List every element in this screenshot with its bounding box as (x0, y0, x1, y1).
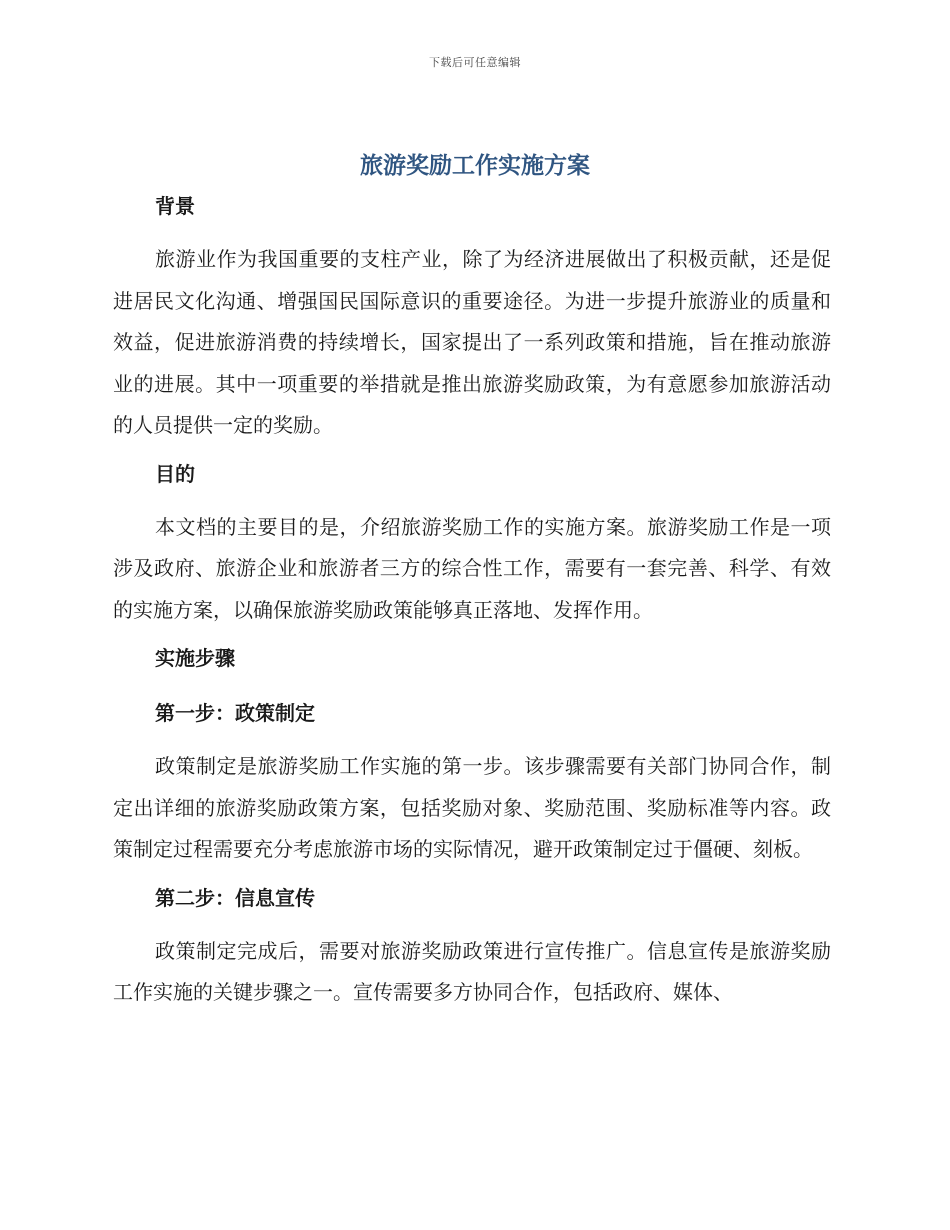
heading-background: 背景 (155, 194, 195, 218)
heading-step-one: 第一步：政策制定 (155, 701, 315, 725)
document-body (113, 192, 831, 1014)
heading-step-two: 第二步：信息宣传 (155, 885, 315, 910)
paragraph-purpose: 本文档的主要目的是，介绍旅游奖励工作的实施方案。旅游奖励工作是一项涉及政府、旅游企业和旅游者三方的综合性工作，需要有一套完善、科学、有效的实施方案，以确保旅游奖励政策能够真正落地、发挥作用。 (113, 514, 831, 622)
heading-steps: 实施步骤 (155, 646, 235, 670)
heading-purpose: 目的 (155, 461, 195, 486)
paragraph-background: 旅游业作为我国重要的支柱产业，除了为经济进展做出了积极贡献，还是促进居民文化沟通、增强国民国际意识的重要途径。为进一步提升旅游业的质量和效益，促进旅游消费的持续增长，国家提出了一系列政策和措施，旨在推动旅游业的进展。其中一项重要的举措就是推出旅游奖励政策，为有意愿参加旅游活动的人员提供一定的奖励。 (113, 247, 831, 437)
paragraph-step-two: 政策制定完成后，需要对旅游奖励政策进行宣传推广。信息宣传是旅游奖励工作实施的关键步骤之一。宣传需要多方协同合作，包括政府、媒体、 (113, 938, 831, 1004)
document-title: 旅游奖励工作实施方案 (360, 153, 590, 179)
paragraph-step-one: 政策制定是旅游奖励工作实施的第一步。该步骤需要有关部门协同合作，制定出详细的旅游奖励政策方案，包括奖励对象、奖励范围、奖励标准等内容。政策制定过程需要充分考虑旅游市场的实际情况，避开政策制定过于僵硬、刻板。 (113, 754, 831, 861)
header-note: 下载后可任意编辑 (429, 56, 521, 69)
